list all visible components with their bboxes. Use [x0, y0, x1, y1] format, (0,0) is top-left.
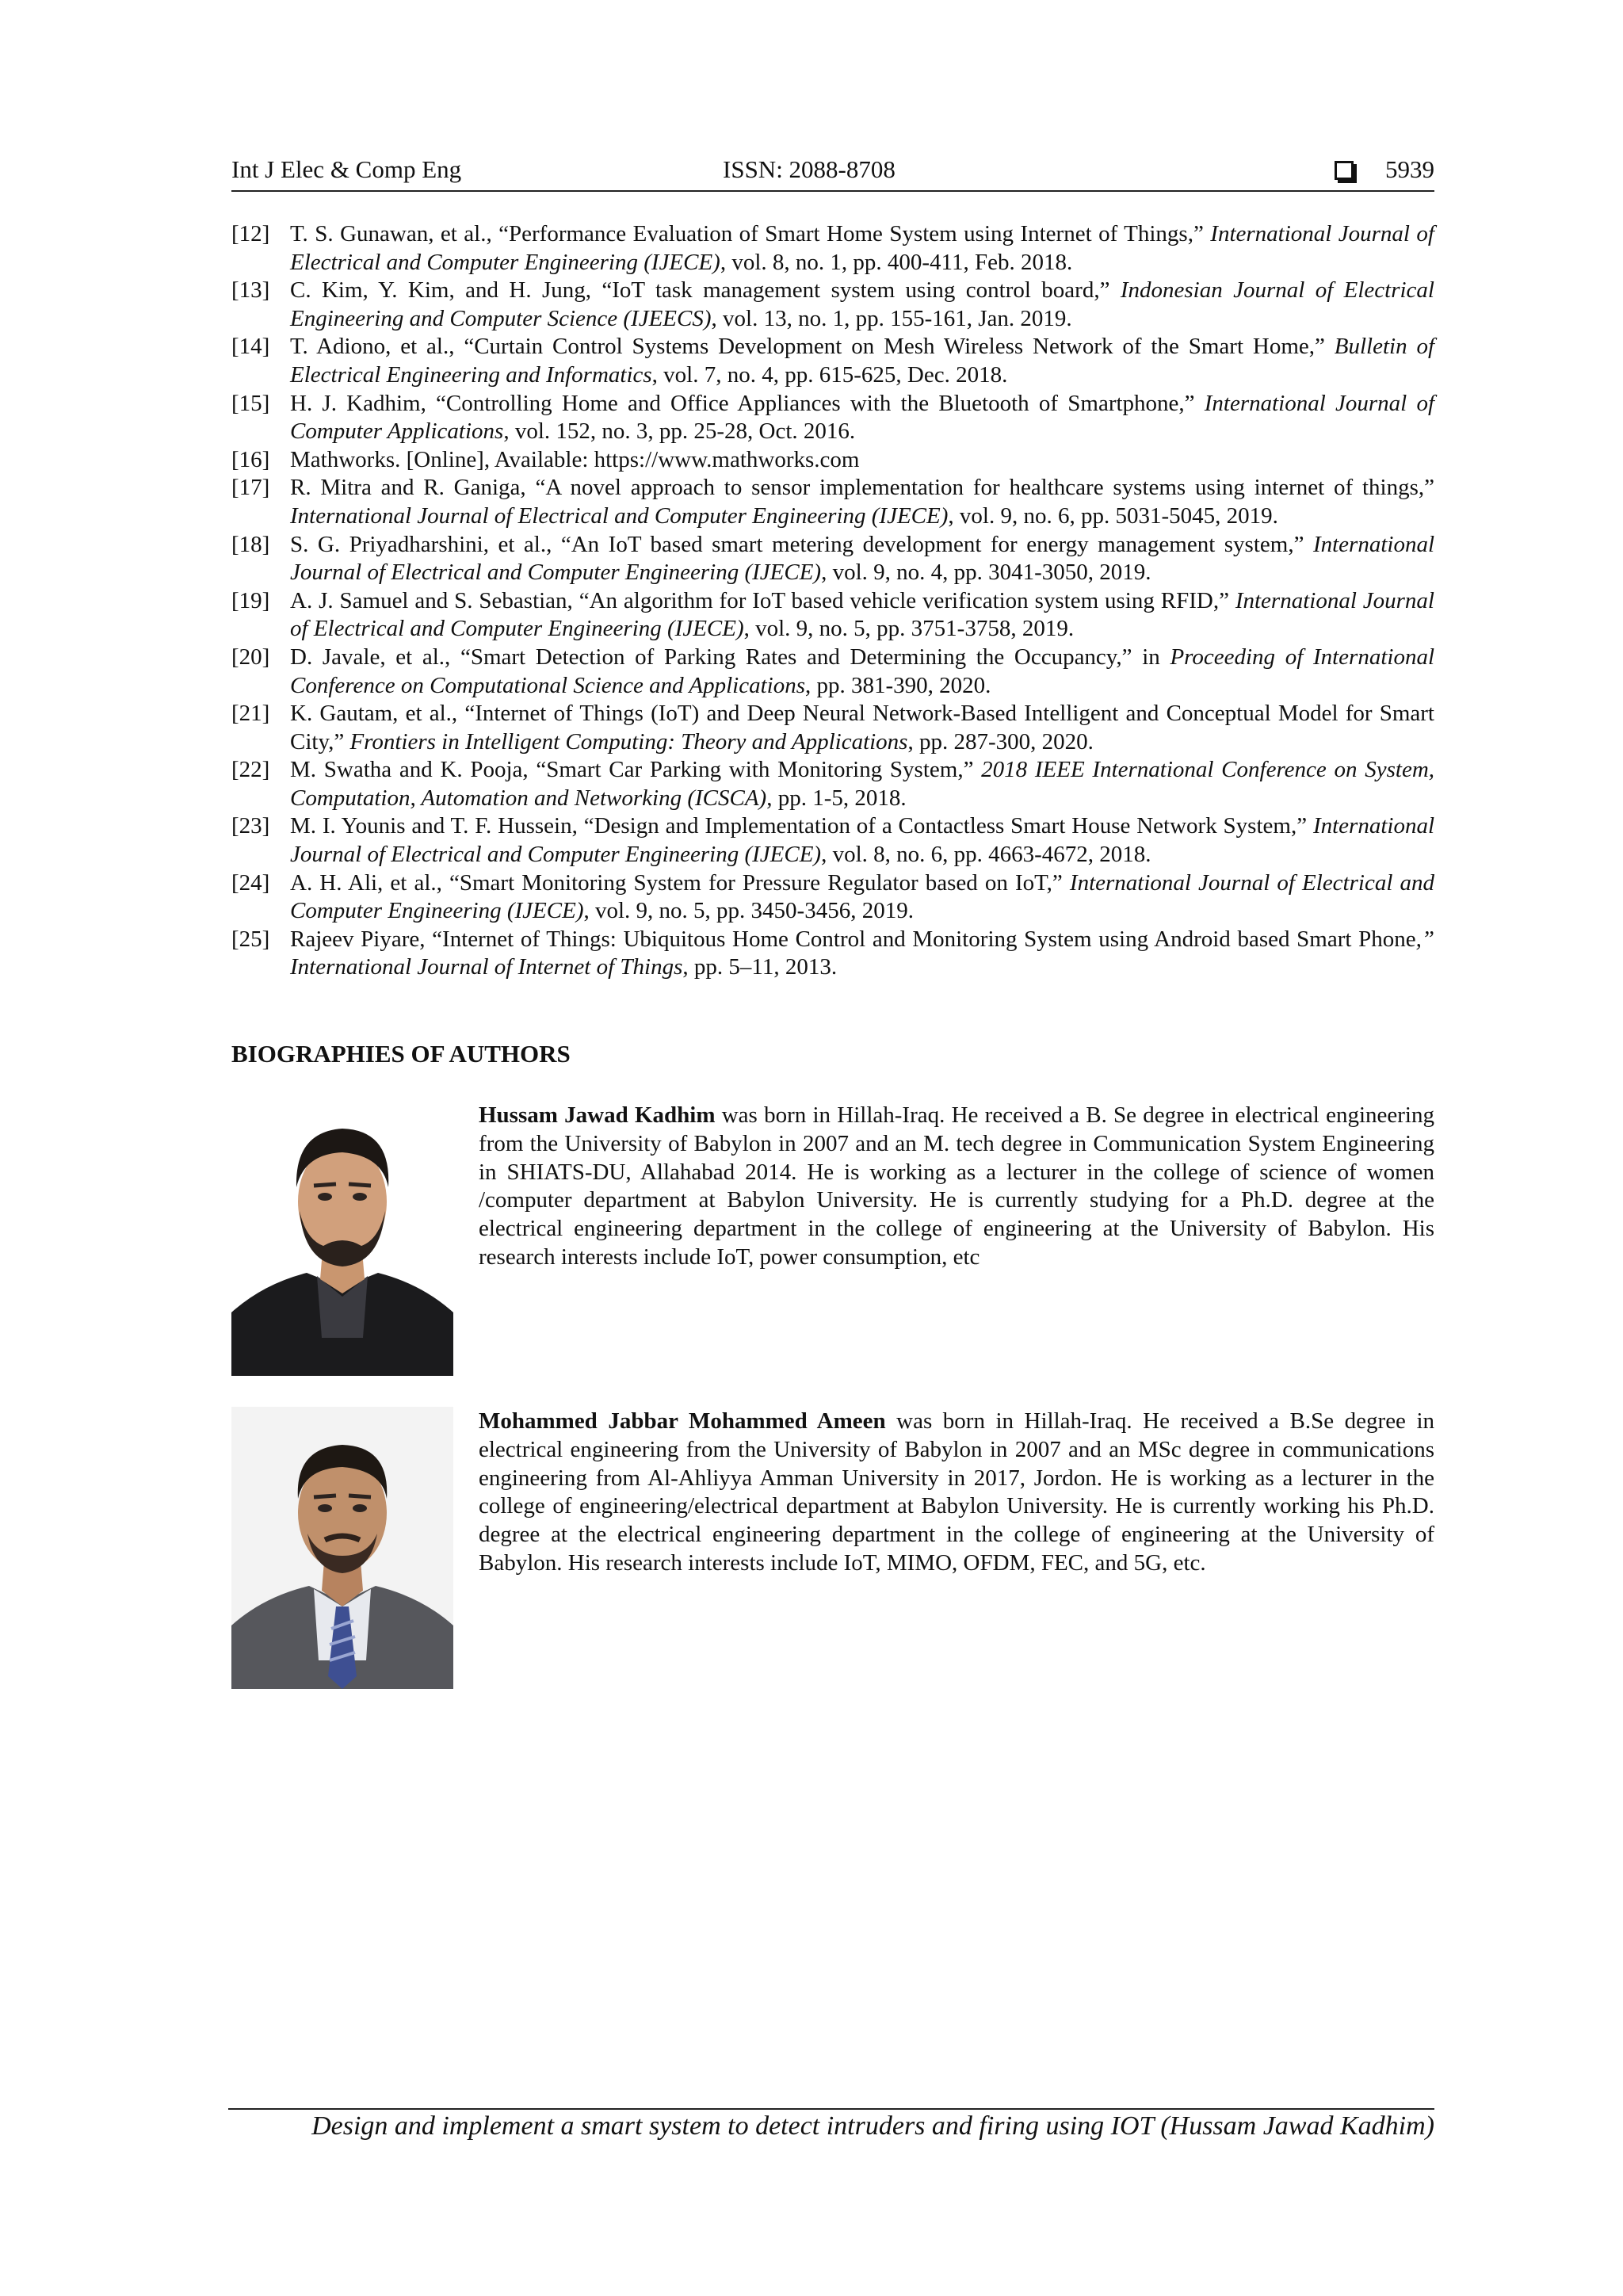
- footer-divider: [228, 2108, 1434, 2110]
- reference-number: [12]: [231, 221, 270, 246]
- issn: ISSN: 2088-8708: [723, 155, 896, 183]
- author-photo-1: [231, 1100, 453, 1376]
- journal-name: Int J Elec & Comp Eng: [231, 155, 462, 183]
- reference-text: K. Gautam, et al., “Internet of Things (IoT) and Deep Neural Network-Based Intelligent and Conceptual Model for Smart City,” Frontiers in Intelligent Computing: Theory and Applications, pp. 287-300, 2020.: [290, 701, 1434, 755]
- reference-number: [19]: [231, 587, 270, 613]
- biographies-heading: BIOGRAPHIES OF AUTHORS: [231, 1040, 571, 1068]
- reference-number: [17]: [231, 475, 270, 501]
- reference-item: [231, 390, 1434, 446]
- reference-item: [231, 756, 1434, 812]
- reference-item: [231, 869, 1434, 926]
- author-biography-1: [479, 1102, 1434, 1272]
- reference-text: R. Mitra and R. Ganiga, “A novel approach to sensor implementation for healthcare systems using internet of things,” International Journal of Electrical and Computer Engineering (IJECE), vol. 9, no. 6, pp. 5031-5045, 2019.: [290, 475, 1434, 529]
- reference-item: [231, 531, 1434, 587]
- reference-text: Mathworks. [Online], Available: https://www.mathworks.com: [290, 446, 860, 472]
- author-bio-text: was born in Hillah-Iraq. He received a B. Se degree in electrical engineering from the University of Babylon in 2007 and an M. tech degree in Communication System Engineering in SHIATS-DU, Allahabad 2014. He is working as a lecturer in the college of science of women /computer department at Babylon University. He is currently studying for a Ph.D. degree at the electrical engineering department in the college of engineering at the University of Babylon. His research interests include IoT, power consumption, etc: [479, 1102, 1434, 1270]
- author-name: Hussam Jawad Kadhim: [479, 1102, 716, 1128]
- reference-text: T. S. Gunawan, et al., “Performance Evaluation of Smart Home System using Internet of Things,” International Journal of Electrical and Computer Engineering (IJECE), vol. 8, no. 1, pp. 400-411, Feb. 2018.: [290, 221, 1434, 275]
- reference-number: [22]: [231, 757, 270, 783]
- reference-number: [20]: [231, 644, 270, 670]
- reference-number: [25]: [231, 926, 270, 952]
- reference-number: [21]: [231, 701, 270, 727]
- author-photo-2: [231, 1407, 453, 1689]
- running-footer: Design and implement a smart system to detect intruders and firing using IOT (Hussam Jawad Kadhim): [311, 2111, 1434, 2141]
- reference-text: H. J. Kadhim, “Controlling Home and Office Appliances with the Bluetooth of Smartphone,” International Journal of Computer Applications, vol. 152, no. 3, pp. 25-28, Oct. 2016.: [290, 390, 1434, 445]
- author-bio-text: was born in Hillah-Iraq. He received a B.Se degree in electrical engineering from the University of Babylon in 2007 and an MSc degree in communications engineering from Al-Ahliyya Amman University in 2017, Jordon. He is working as a lecturer in the college of engineering/electrical department at Babylon University. He is currently working his Ph.D. degree at the electrical engineering department in the college of engineering at the University of Babylon. His research interests include IoT, MIMO, OFDM, FEC, and 5G, etc.: [479, 1408, 1435, 1576]
- reference-item: [231, 812, 1434, 869]
- reference-item: [231, 277, 1434, 333]
- reference-text: Rajeev Piyare, “Internet of Things: Ubiquitous Home Control and Monitoring System using Android based Smart Phone,” International Journal of Internet of Things, pp. 5–11, 2013.: [290, 926, 1434, 980]
- reference-item: [231, 446, 1434, 475]
- reference-item: [231, 644, 1434, 700]
- reference-item: [231, 220, 1434, 277]
- reference-text: D. Javale, et al., “Smart Detection of Parking Rates and Determining the Occupancy,” in Proceeding of International Conference on Computational Science and Applications, pp. 381-390, 2020.: [290, 644, 1434, 698]
- reference-text: C. Kim, Y. Kim, and H. Jung, “IoT task management system using control board,” Indonesian Journal of Electrical Engineering and Computer Science (IJEECS), vol. 13, no. 1, pp. 155-161, Jan. 2019.: [290, 277, 1434, 331]
- reference-number: [14]: [231, 334, 270, 360]
- reference-text: A. H. Ali, et al., “Smart Monitoring System for Pressure Regulator based on IoT,” International Journal of Electrical and Computer Engineering (IJECE), vol. 9, no. 5, pp. 3450-3456, 2019.: [290, 869, 1434, 924]
- page-number: 5939: [1385, 155, 1434, 183]
- reference-text: S. G. Priyadharshini, et al., “An IoT based smart metering development for energy management system,” International Journal of Electrical and Computer Engineering (IJECE), vol. 9, no. 4, pp. 3041-3050, 2019.: [290, 531, 1434, 586]
- author-name: Mohammed Jabbar Mohammed Ameen: [479, 1408, 886, 1434]
- reference-number: [13]: [231, 277, 270, 304]
- reference-text: M. I. Younis and T. F. Hussein, “Design and Implementation of a Contactless Smart House Network System,” International Journal of Electrical and Computer Engineering (IJECE), vol. 8, no. 6, pp. 4663-4672, 2018.: [290, 813, 1434, 868]
- reference-item: [231, 474, 1434, 530]
- author-portrait-1: [231, 1100, 453, 1376]
- reference-item: [231, 926, 1434, 982]
- page-info: [1335, 155, 1434, 184]
- reference-item: [231, 333, 1434, 389]
- reference-item: [231, 700, 1434, 756]
- running-header: [231, 155, 1434, 190]
- reference-number: [18]: [231, 531, 270, 557]
- reference-number: [15]: [231, 390, 270, 416]
- reference-number: [23]: [231, 813, 270, 839]
- reference-number: [24]: [231, 869, 270, 896]
- reference-item: [231, 587, 1434, 644]
- reference-text: M. Swatha and K. Pooja, “Smart Car Parking with Monitoring System,” 2018 IEEE International Conference on System, Computation, Automation and Networking (ICSCA), pp. 1-5, 2018.: [290, 757, 1435, 811]
- author-portrait-2: [231, 1407, 453, 1689]
- reference-text: T. Adiono, et al., “Curtain Control Systems Development on Mesh Wireless Network of the Smart Home,” Bulletin of Electrical Engineering and Informatics, vol. 7, no. 4, pp. 615-625, Dec. 2018.: [290, 334, 1434, 388]
- header-divider: [231, 190, 1434, 192]
- reference-text: A. J. Samuel and S. Sebastian, “An algorithm for IoT based vehicle verification system using RFID,” International Journal of Electrical and Computer Engineering (IJECE), vol. 9, no. 5, pp. 3751-3758, 2019.: [290, 587, 1434, 642]
- square-bullet-icon: [1335, 161, 1354, 180]
- reference-list: [231, 220, 1434, 982]
- author-biography-2: [479, 1408, 1434, 1578]
- reference-number: [16]: [231, 446, 270, 472]
